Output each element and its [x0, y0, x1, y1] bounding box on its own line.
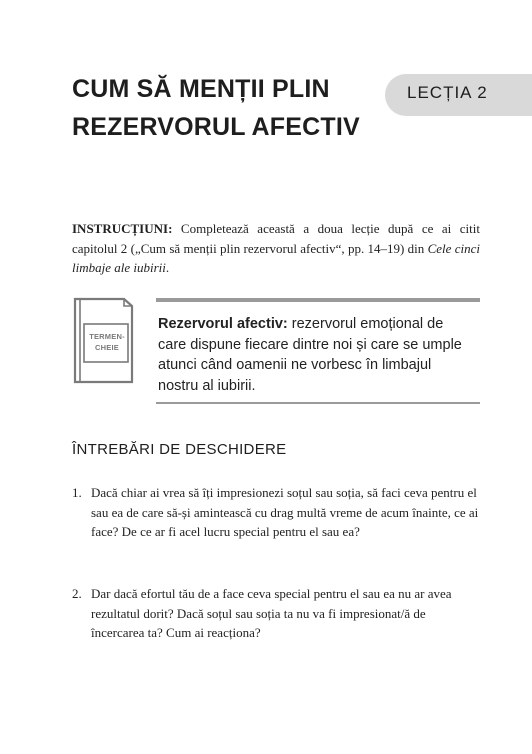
instructions-lead: INSTRUCȚIUNI:: [72, 221, 173, 236]
page-title: [72, 70, 392, 146]
question-number: 1.: [72, 485, 82, 500]
instructions-paragraph: [72, 219, 480, 278]
instructions-book-title: Cele cinci limbaje ale iubirii: [72, 240, 480, 275]
question-text: Dacă chiar ai vrea să îți impresionezi soțul sau soția, să faci ceva pentru el sau ea de care să-și amintească cu drag multă vreme de acum înainte, ce ai face? De ce ar fi acel lucru special pentru el sau ea?: [91, 485, 479, 539]
lesson-tab: [385, 74, 532, 116]
page-title-line-1: CUM SĂ MENȚII PLIN: [72, 75, 330, 103]
instructions-text-part-1: Completează această a doua lecție după ce ai citit capitolul 2 („Cum să menții plin rezervorul afectiv“, pp. 14–19) din: [72, 221, 480, 256]
question-item: [72, 483, 480, 542]
book-icon-label-line-1: TERMEN-: [89, 332, 125, 341]
question-number: 2.: [72, 586, 82, 601]
question-text: Dar dacă efortul tău de a face ceva special pentru el sau ea nu ar avea rezultatul dorit? Dacă soțul sau soția ta nu va fi impresionat/ă de încercarea ta? Cum ai reacționa?: [91, 586, 452, 640]
page-title-line-2: REZERVORUL AFECTIV: [72, 113, 360, 141]
lesson-label: LECȚIA 2: [407, 83, 488, 102]
book-icon-label-line-2: CHEIE: [95, 343, 119, 352]
key-term-text: rezervorul emoțional de care dispune fiecare dintre noi și care se umple atunci când oamenii ne vorbesc în limbajul nostru al iubirii.: [158, 316, 462, 394]
key-term-box: [156, 298, 480, 404]
instructions-text-part-2: .: [165, 260, 170, 275]
question-item: [72, 584, 480, 643]
key-term-definition: [158, 314, 474, 396]
book-icon-label: [84, 331, 130, 353]
key-term-name: Rezervorul afectiv:: [158, 316, 288, 332]
section-title: ÎNTREBĂRI DE DESCHIDERE: [72, 441, 287, 458]
book-icon: [72, 296, 134, 384]
